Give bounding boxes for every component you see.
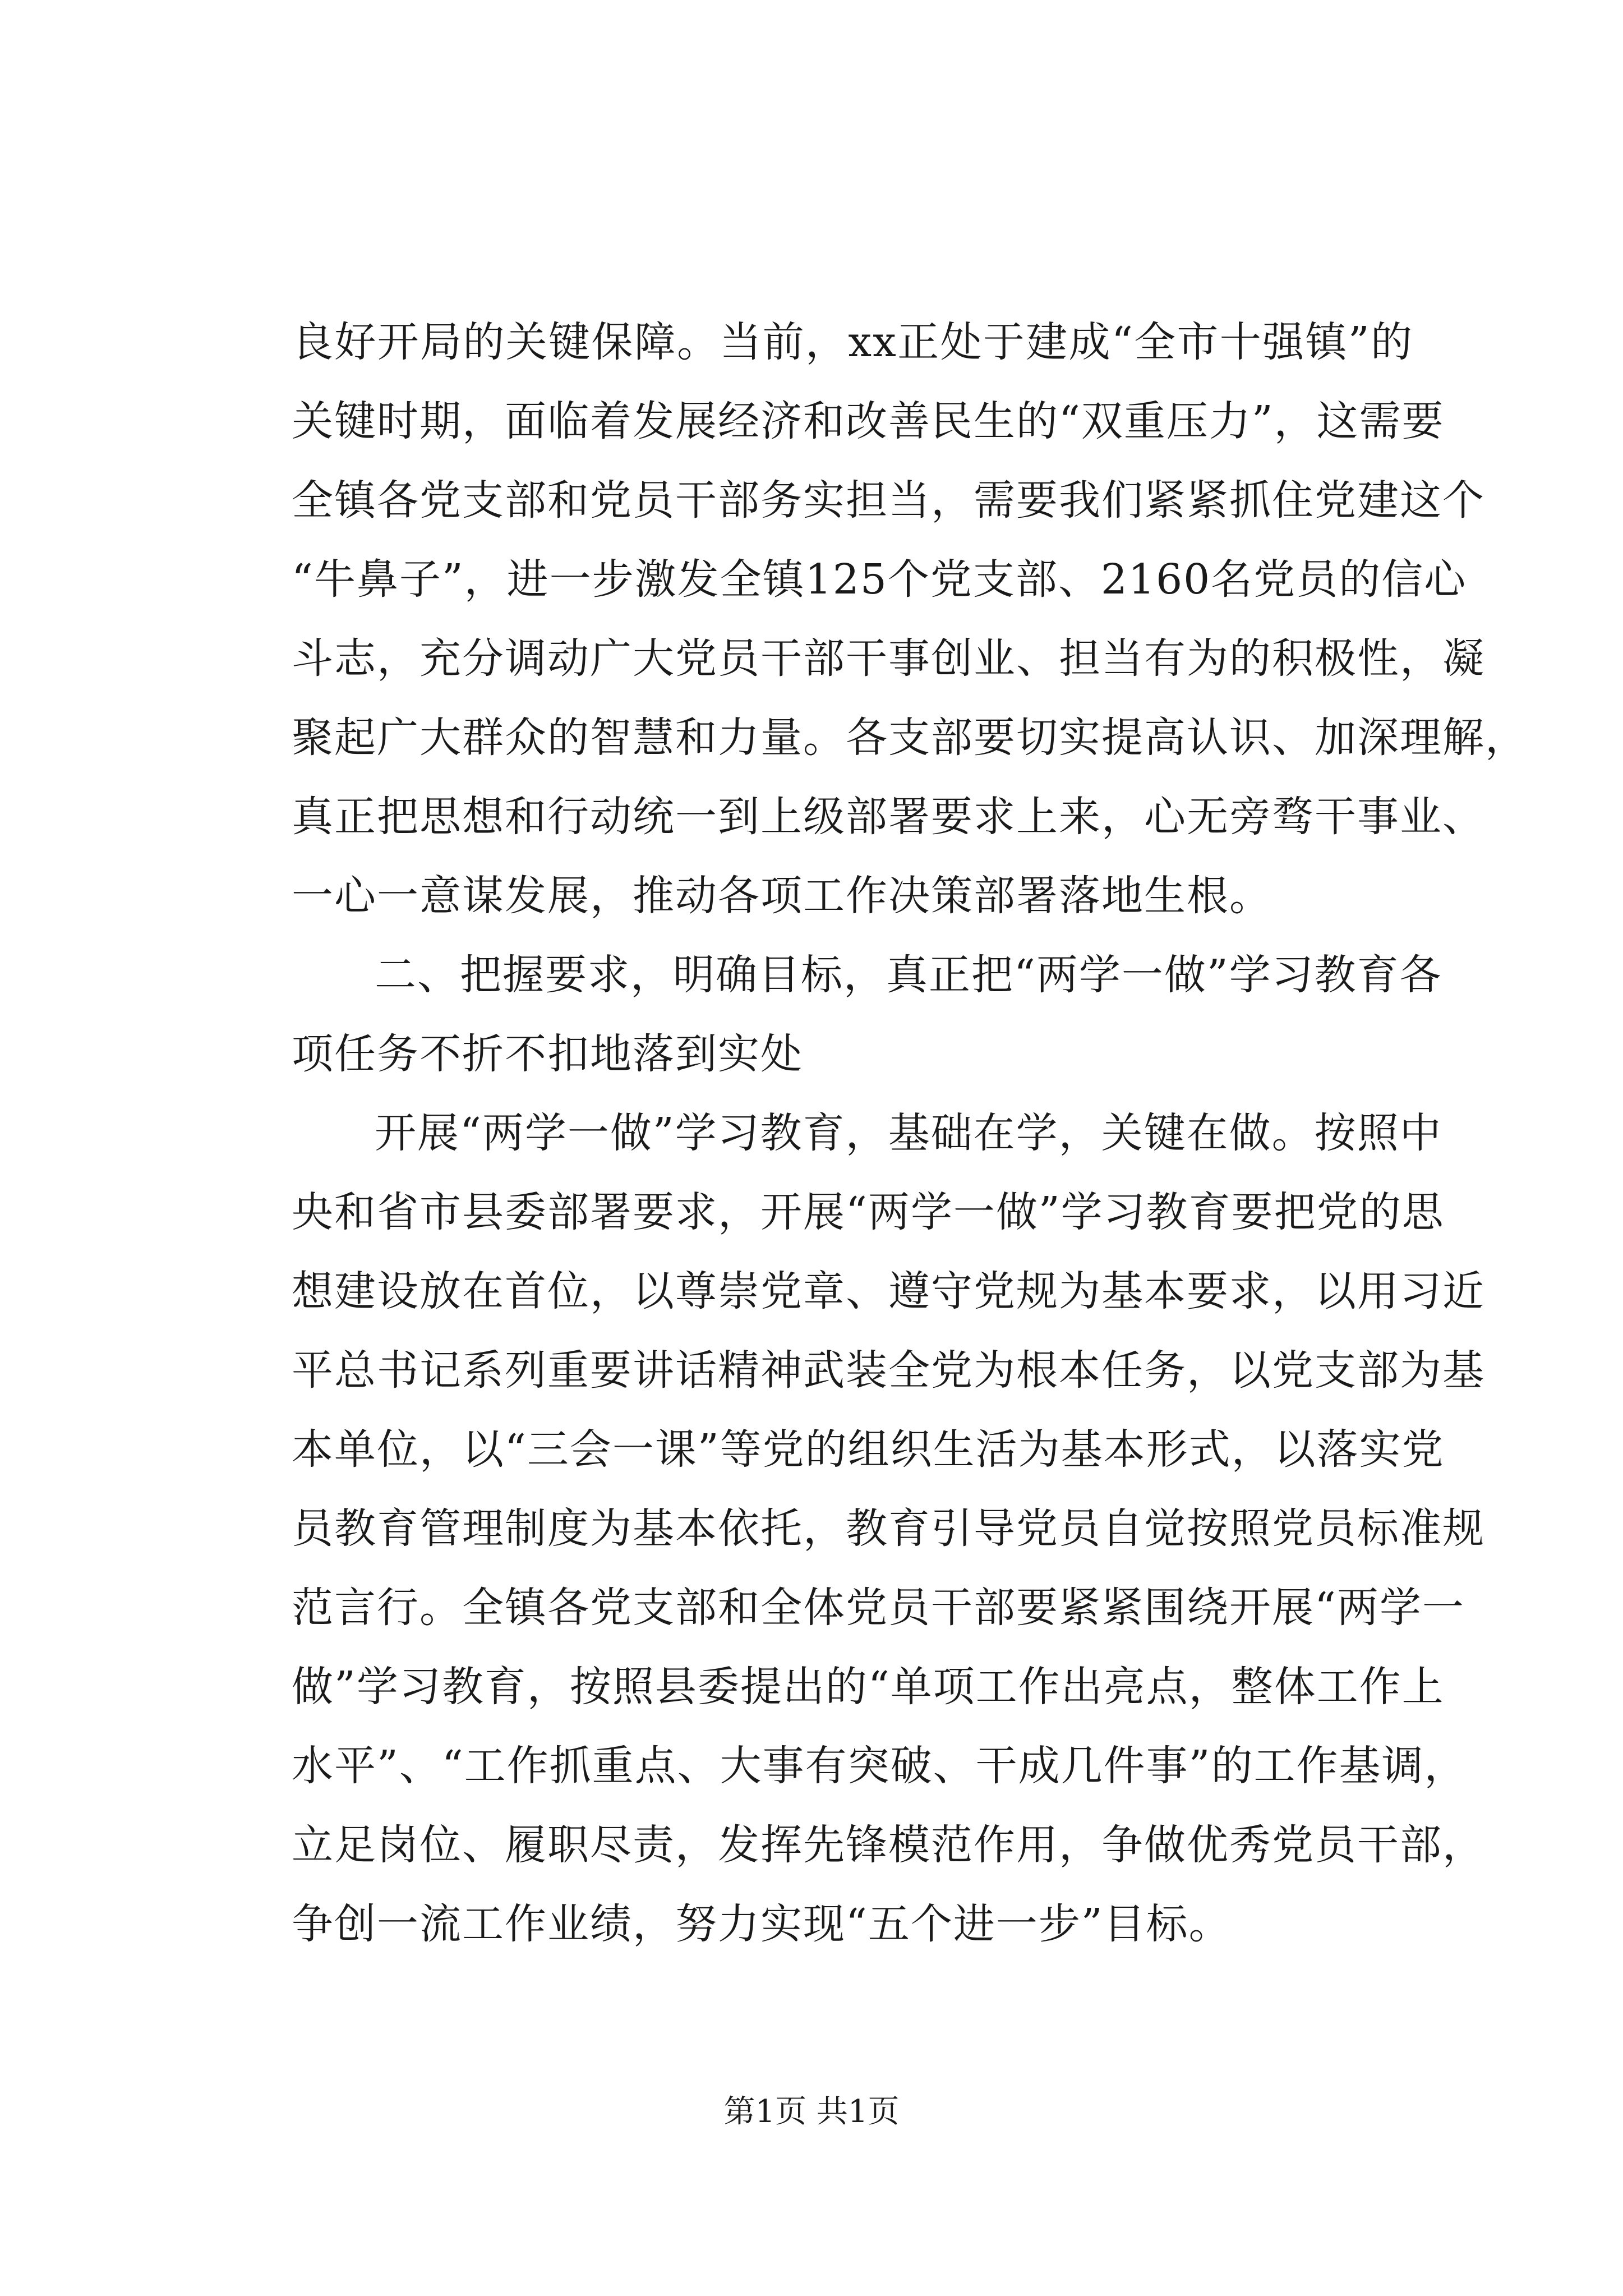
text-line-15: 本单位，以“三会一课”等党的组织生活为基本形式，以落实党 xyxy=(292,1425,1445,1474)
section-heading-line-2: 项任务不折不扣地落到实处 xyxy=(292,1030,803,1078)
text-line-20: 立足岗位、履职尽责，发挥先锋模范作用，争做优秀党员干部， xyxy=(292,1821,1485,1869)
section-heading-line-1: 二、把握要求，明确目标，真正把“两学一做”学习教育各 xyxy=(375,951,1442,999)
text-line-2: 关键时期，面临着发展经济和改善民生的“双重压力”，这需要 xyxy=(292,397,1445,445)
text-line-18: 做”学习教育，按照县委提出的“单项工作出亮点，整体工作上 xyxy=(292,1663,1445,1711)
text-line-5: 斗志，充分调动广大党员干部干事创业、担当有为的积极性，凝 xyxy=(292,634,1485,683)
text-line-16: 员教育管理制度为基本依托，教育引导党员自觉按照党员标准规 xyxy=(292,1504,1485,1553)
text-line-19: 水平”、“工作抓重点、大事有突破、干成几件事”的工作基调， xyxy=(292,1742,1467,1790)
text-line-8: 一心一意谋发展，推动各项工作决策部署落地生根。 xyxy=(292,872,1272,920)
text-line-4: “牛鼻子”，进一步激发全镇125个党支部、2160名党员的信心 xyxy=(292,555,1467,604)
text-line-14: 平总书记系列重要讲话精神武装全党为根本任务，以党支部为基 xyxy=(292,1346,1485,1395)
text-line-7: 真正把思想和行动统一到上级部署要求上来，心无旁骛干事业、 xyxy=(292,793,1485,841)
text-line-17: 范言行。全镇各党支部和全体党员干部要紧紧围绕开展“两学一 xyxy=(292,1584,1465,1632)
text-line-21: 争创一流工作业绩，努力实现“五个进一步”目标。 xyxy=(292,1900,1232,1948)
text-line-11: 开展“两学一做”学习教育，基础在学，关键在做。按照中 xyxy=(375,1109,1442,1157)
text-line-3: 全镇各党支部和党员干部务实担当，需要我们紧紧抓住党建这个 xyxy=(292,476,1485,524)
page-footer: 第1页 共1页 xyxy=(723,2093,900,2130)
text-line-1: 良好开局的关键保障。当前，xx正处于建成“全市十强镇”的 xyxy=(292,318,1413,366)
text-line-13: 想建设放在首位，以尊崇党章、遵守党规为基本要求，以用习近 xyxy=(292,1267,1485,1315)
text-line-6: 聚起广大群众的智慧和力量。各支部要切实提高认识、加深理解， xyxy=(292,714,1528,762)
text-line-12: 央和省市县委部署要求，开展“两学一做”学习教育要把党的思 xyxy=(292,1188,1445,1236)
